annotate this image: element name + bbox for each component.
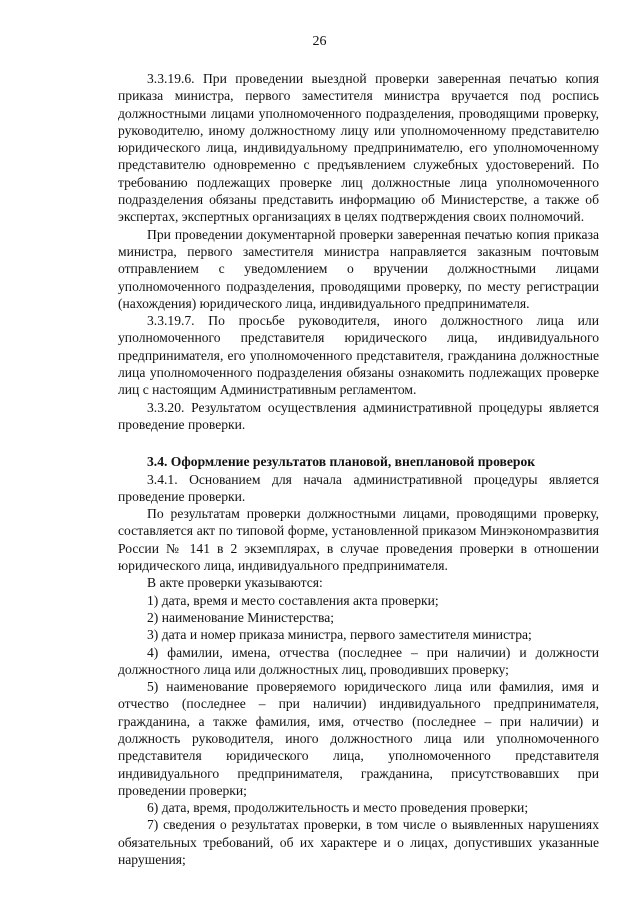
page-number: 26 bbox=[312, 34, 327, 49]
document-body bbox=[118, 70, 599, 868]
paragraph-inspection-act: По результатам проверки должностными лицами, проводящими проверку, составляется акт по типовой форме, установленной приказом Минэкономразвития России № 141 в 2 экземплярах, в случае проведения проверки в отношении юридического лица, индивидуального предпринимателя. bbox=[118, 506, 599, 574]
paragraph-act-contents-intro: В акте проверки указываются: bbox=[147, 575, 323, 591]
paragraph-3-3-20: 3.3.20. Результатом осуществления административной процедуры является проведение проверки. bbox=[118, 399, 599, 432]
paragraph-3-4-1: 3.4.1. Основанием для начала административной процедуры является проведение проверки. bbox=[118, 471, 599, 504]
paragraph-documentary-inspection: При проведении документарной проверки заверенная печатью копия приказа министра, первого заместителя министра направляется заказным почтовым отправлением с уведомлением о вручении должностными лицами уполномоченного подразделения, проводящими проверку, по месту регистрации (нахождения) юридического лица, индивидуального предпринимателя. bbox=[118, 226, 599, 311]
list-item: 1) дата, время и место составления акта проверки; bbox=[147, 592, 439, 608]
list-item: 7) сведения о результатах проверки, в том числе о выявленных нарушениях обязательных требований, об их характере и о лицах, допустивших указанные нарушения; bbox=[118, 817, 599, 868]
list-item: 5) наименование проверяемого юридического лица или фамилия, имя и отчество (последнее – при наличии) индивидуального предпринимателя, гражданина, а также фамилия, имя, отчество (последнее – при наличии) и должность руководителя, иного должностного лица или уполномоченного представителя юридического лица, уполномоченного представителя индивидуального предпринимателя, гражданина, присутствовавших при проведении проверки; bbox=[118, 679, 599, 798]
list-item: 3) дата и номер приказа министра, первого заместителя министра; bbox=[147, 627, 532, 643]
list-item: 4) фамилии, имена, отчества (последнее – при наличии) и должности должностного лица или должностных лиц, проводивших проверку; bbox=[118, 644, 599, 677]
list-item: 2) наименование Министерства; bbox=[147, 609, 335, 625]
list-item: 6) дата, время, продолжительность и место проведения проверки; bbox=[147, 800, 529, 816]
paragraph-3-3-19-7: 3.3.19.7. По просьбе руководителя, иного должностного лица или уполномоченного представителя юридического лица, индивидуального предпринимателя, его уполномоченного представителя, гражданина должностные лица уполномоченного подразделения обязаны ознакомить подлежащих проверке лиц с настоящим Административным регламентом. bbox=[118, 313, 599, 398]
section-heading-3-4: 3.4. Оформление результатов плановой, внеплановой проверок bbox=[147, 454, 536, 470]
paragraph-3-3-19-6: 3.3.19.6. При проведении выездной проверки заверенная печатью копия приказа министра, первого заместителя министра вручается под роспись должностными лицами уполномоченного подразделения, проводящими проверку, руководителю, иному должностному лицу или уполномоченному представителю юридического лица, индивидуальному предпринимателю, его уполномоченному представителю одновременно с предъявлением служебных удостоверений. По требованию подлежащих проверке лиц должностные лица уполномоченного подразделения обязаны представить информацию об Министерстве, а также об экспертах, экспертных организациях в целях подтверждения своих полномочий. bbox=[118, 71, 599, 225]
